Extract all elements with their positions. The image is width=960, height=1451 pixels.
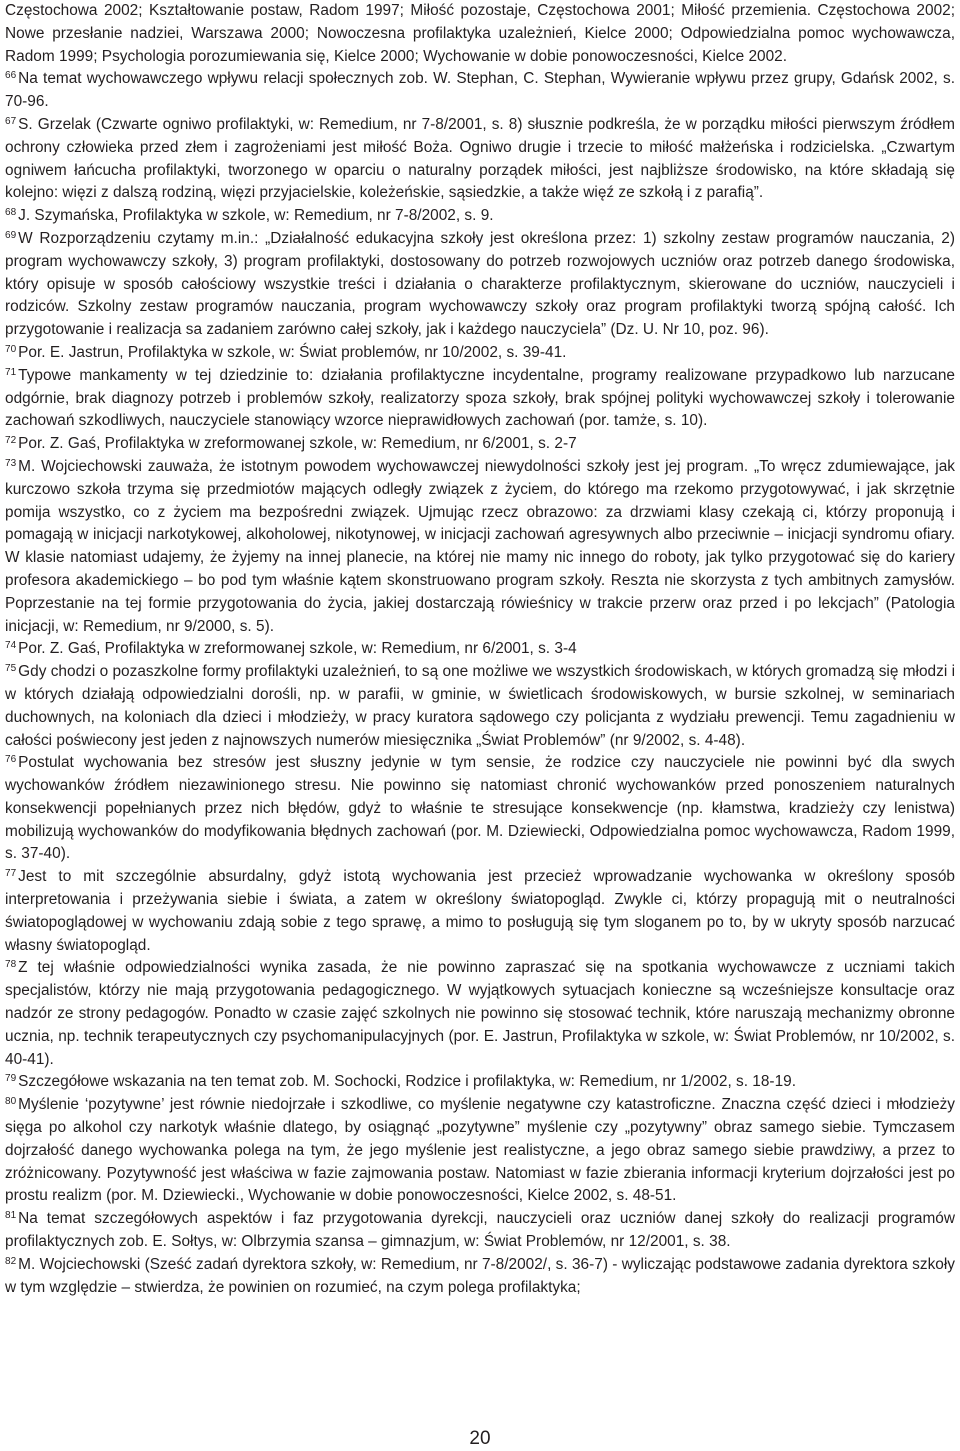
footnote-number: 79 bbox=[5, 1073, 17, 1085]
footnote-text: Por. E. Jastrun, Profilaktyka w szkole, w: Świat problemów, nr 10/2002, s. 39-41. bbox=[18, 343, 567, 361]
footnote-82 bbox=[5, 1254, 955, 1300]
footnote-80 bbox=[5, 1094, 955, 1208]
footnote-number: 78 bbox=[5, 959, 17, 971]
footnote-number: 75 bbox=[5, 663, 17, 675]
footnote-77 bbox=[5, 866, 955, 957]
footnote-text: Częstochowa 2002; Kształtowanie postaw, Radom 1997; Miłość pozostaje, Częstochowa 2001; Miłość przemienia. Częstochowa 2002; Nowe przesłanie nadziei, Warszawa 2000; Nowoczesna profilaktyka uzależnień, Kielce 2000; Odpowiedzialna pomoc wychowawcza, Radom 1999; Psychologia porozumiewania się, Kielce 2000; Wychowanie w dobie ponowoczesności, Kielce 2002. bbox=[5, 2, 955, 65]
footnote-text: S. Grzelak (Czwarte ogniwo profilaktyki, w: Remedium, nr 7-8/2001, s. 8) słusznie podkreśla, że w porządku miłości pierwszym źródłem ochrony człowieka przed złem i zagrożeniami jest miłość Boża. Ogniwo drugie i trzecie to miłość małżeńska i rodzicielska. „Czwartym ogniwem łańcucha profilaktyki, tworzonego w oparciu o naturalny porządek miłości, jest najbliższe środowisko, na które składają się kolejno: więzi z dalszą rodziną, więzi przyjacielskie, koleżeńskie, sąsiedzkie, a także więź ze szkołą i z parafią”. bbox=[5, 115, 955, 202]
footnote-number: 68 bbox=[5, 207, 17, 219]
footnote-72 bbox=[5, 433, 955, 456]
footnote-74 bbox=[5, 638, 955, 661]
footnote-79 bbox=[5, 1071, 955, 1094]
footnote-number: 77 bbox=[5, 868, 17, 880]
footnote-81 bbox=[5, 1208, 955, 1254]
footnote-text: M. Wojciechowski (Sześć zadań dyrektora szkoły, w: Remedium, nr 7-8/2002/, s. 36-7) - wyliczając podstawowe zadania dyrektora szkoły w tym względzie – stwierdza, że powinien on rozumieć, na czym polega profilaktyka; bbox=[5, 1255, 955, 1296]
footnote-text: Na temat wychowawczego wpływu relacji społecznych zob. W. Stephan, C. Stephan, Wywieranie wpływu przez grupy, Gdańsk 2002, s. 70-96. bbox=[5, 70, 955, 111]
footnote-number: 67 bbox=[5, 115, 17, 127]
footnote-text: Na temat szczegółowych aspektów i faz przygotowania dyrekcji, nauczycieli oraz uczniów danej szkoły do realizacji programów profilaktycznych zob. E. Sołtys, w: Olbrzymia szansa – gimnazjum, w: Świat Problemów, nr 12/2001, s. 38. bbox=[5, 1210, 955, 1251]
footnote-number: 70 bbox=[5, 343, 17, 355]
footnote-69 bbox=[5, 228, 955, 342]
footnote-number: 73 bbox=[5, 457, 17, 469]
footnote-text: Z tej właśnie odpowiedzialności wynika zasada, że nie powinno zapraszać się na spotkania wychowawcze z uczniami takich specjalistów, którzy nie mają przygotowania pedagogicznego. W wyjątkowych sytuacjach konieczne są wcześniejsze konsultacje oraz nadzór ze strony pedagogów. Ponadto w czasie zajęć szkolnych nie powinno się stosować technik, które naruszają mechanizmy obronne ucznia, np. technik terapeutycznych czy psychomanipulacyjnych (por. E. Jastrun, Profilaktyka w szkole, w: Świat Problemów, nr 10/2002, s. 40-41). bbox=[5, 959, 955, 1068]
footnote-text: Por. Z. Gaś, Profilaktyka w zreformowanej szkole, w: Remedium, nr 6/2001, s. 2-7 bbox=[18, 435, 577, 453]
footnote-75 bbox=[5, 661, 955, 752]
footnote-67 bbox=[5, 114, 955, 205]
footnote-number: 66 bbox=[5, 70, 17, 82]
footnote-continuation bbox=[5, 0, 955, 68]
footnote-number: 69 bbox=[5, 229, 17, 241]
footnote-number: 76 bbox=[5, 754, 17, 766]
footnote-66 bbox=[5, 68, 955, 114]
footnote-78 bbox=[5, 957, 955, 1071]
footnote-text: Myślenie ‘pozytywne’ jest równie niedojrzałe i szkodliwe, co myślenie negatywne czy katastroficzne. Znaczna część dzieci i młodzieży sięga po alkohol czy narkotyk właśnie dlatego, by osiągnąć „pozytywne” myślenie czy „pozytywny” obraz samego siebie. Tymczasem dojrzałość danego wychowanka polega na tym, że jego myślenie jest realistyczne, a jego obraz samego siebie prawdziwy, a przez to zróżnicowany. Pozytywność jest właściwa w fazie zajmowania postaw. Natomiast w fazie zbierania informacji kryterium dojrzałości jest po prostu realizm (por. M. Dziewiecki., Wychowanie w dobie ponowoczesności, Kielce 2002, s. 48-51. bbox=[5, 1096, 955, 1205]
footnote-text: Jest to mit szczególnie absurdalny, gdyż istotą wychowania jest przecież wprowadzanie wychowanka w określony sposób interpretowania i przeżywania siebie i świata, a zatem w określony światopogląd. Zwykle ci, którzy propagują mit o neutralności światopoglądowej w wychowaniu zdają sobie z tego sprawę, a mimo to posługują się tym sloganem po to, by w ukryty sposób narzucać własny światopogląd. bbox=[5, 868, 955, 954]
footnote-68 bbox=[5, 205, 955, 228]
footnote-71 bbox=[5, 365, 955, 433]
footnote-number: 82 bbox=[5, 1255, 17, 1267]
footnote-number: 80 bbox=[5, 1096, 17, 1108]
footnote-text: Gdy chodzi o pozaszkolne formy profilaktyki uzależnień, to są one możliwe we wszystkich środowiskach, w których gromadzą się młodzi i w których działają odpowiedzialni dorośli, np. w parafii, w gminie, w świetlicach środowiskowych, w bursie szkolnej, w seminariach duchownych, na koloniach dla dzieci i młodzieży, w pracy kuratora sądowego czy policjanta z wydziału prewencji. Temu zagadnieniu w całości poświecony jest jeden z najnowszych numerów miesięcznika „Świat Problemów” (nr 9/2002, s. 4-48). bbox=[5, 663, 955, 749]
footnote-text: Typowe mankamenty w tej dziedzinie to: działania profilaktyczne incydentalne, programy realizowane przypadkowo lub narzucane odgórnie, brak diagnozy potrzeb i problemów szkoły, realizatorzy spoza szkoły, brak spójnej polityki wychowawczej szkoły i tolerowanie zachowań szkodliwych, nauczyciele stanowiący wzorce nieprawidłowych zachowań (por. tamże, s. 10). bbox=[5, 366, 955, 430]
page-number: 20 bbox=[469, 1428, 491, 1449]
footnote-number: 81 bbox=[5, 1210, 17, 1222]
footnote-76 bbox=[5, 752, 955, 866]
footnote-text: Szczegółowe wskazania na ten temat zob. M. Sochocki, Rodzice i profilaktyka, w: Remedium, nr 1/2002, s. 18-19. bbox=[18, 1073, 796, 1091]
footnote-text: Postulat wychowania bez stresów jest słuszny jedynie w tym sensie, że rodzice czy nauczyciele nie powinni być dla swych wychowanków źródłem niezawinionego stresu. Nie powinno się natomiast chronić wychowanków przed ponoszeniem naturalnych konsekwencji popełnianych przez nich błędów, gdyż to właśnie te stresujące konsekwencje (np. kłamstwa, kradzieży czy lenistwa) mobilizują wychowanków do modyfikowania błędnych zachowań (por. M. Dziewiecki, Odpowiedzialna pomoc wychowawcza, Radom 1999, s. 37-40). bbox=[5, 754, 955, 863]
footnote-text: J. Szymańska, Profilaktyka w szkole, w: Remedium, nr 7-8/2002, s. 9. bbox=[18, 207, 494, 225]
footnote-text: M. Wojciechowski zauważa, że istotnym powodem wychowawczej niewydolności szkoły jest jej program. „To wręcz zdumiewające, jak kurczowo szkoła trzyma się przedmiotów mających odległy związek z życiem, do którego ma rzekomo przygotowywać, i jak skrzętnie pomija wszystko, co z życiem ma bezpośredni związek. Ujmując rzecz obrazowo: za drzwiami klasy czekają ci, którzy proponują i pomagają w inicjacji narkotykowej, alkoholowej, nikotynowej, w inicjacji zachowań agresywnych albo przeciwnie – inicjacji syndromu ofiary. W klasie natomiast udajemy, że żyjemy na innej planecie, na której nie mamy nic innego do roboty, jak tylko przygotować się do kariery profesora akademickiego – bo pod tym właśnie kątem skonstruowano program szkoły. Reszta nie skorzysta z tych ambitnych zamysłów. Poprzestanie na tej formie przygotowania do życia, jakiej dostarczają rówieśnicy w trakcie przerw oraz przed i po lekcjach” (Patologia inicjacji, w: Remedium, nr 9/2000, s. 5). bbox=[5, 457, 955, 635]
footnote-number: 71 bbox=[5, 366, 17, 378]
footnote-text: Por. Z. Gaś, Profilaktyka w zreformowanej szkole, w: Remedium, nr 6/2001, s. 3-4 bbox=[18, 640, 577, 658]
footnote-73 bbox=[5, 456, 955, 638]
footnote-70 bbox=[5, 342, 955, 365]
footnote-number: 74 bbox=[5, 640, 17, 652]
footnote-text: W Rozporządzeniu czytamy m.in.: „Działalność edukacyjna szkoły jest określona przez: 1) szkolny zestaw programów nauczania, 2) program wychowawczy szkoły, 3) program profilaktyki, dostosowany do potrzeb rozwojowych uczniów oraz potrzeb danego środowiska, który opisuje w sposób całościowy wszystkie treści i działania o charakterze profilaktycznym, skierowane do uczniów, nauczycieli i rodziców. Szkolny zestaw programów nauczania, program wychowawczy szkoły oraz program profilaktyki tworzą spójną całość. Ich przygotowanie i realizacja sa zadaniem zarówno całej szkoły, jak i każdego nauczyciela” (Dz. U. Nr 10, poz. 96). bbox=[5, 229, 955, 339]
footnotes-section bbox=[5, 0, 955, 1299]
footnote-number: 72 bbox=[5, 435, 17, 447]
